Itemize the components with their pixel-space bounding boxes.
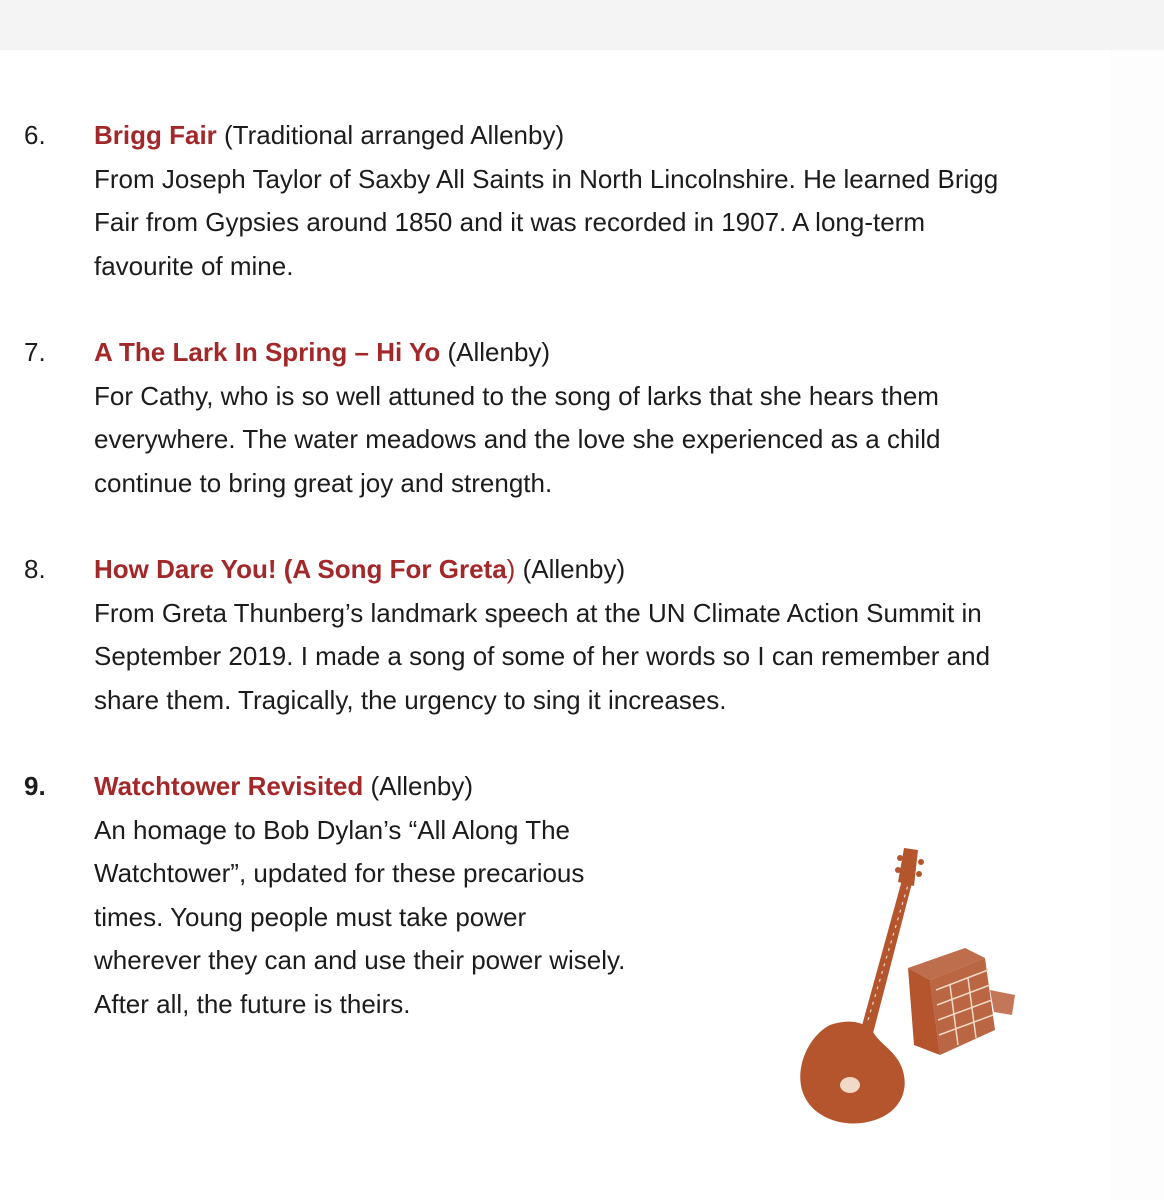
track-title: A The Lark In Spring – Hi Yo [94,337,441,367]
track-heading [94,331,940,375]
track-description-line: share them. Tragically, the urgency to sing it increases. [94,684,727,715]
track-description-line: September 2019. I made a song of some of her words so I can remember and [94,641,991,671]
track-body [94,765,625,1026]
track-description-line: From Joseph Taylor of Saxby All Saints in North Lincolnshire. He learned Brigg [94,163,999,194]
track-title: Brigg Fair [94,120,217,150]
track-credit: (Allenby) [440,337,551,367]
track-description-line: From Greta Thunberg’s landmark speech at the UN Climate Action Summit in [94,597,982,628]
track-number: 8. [24,554,46,584]
top-margin-strip [0,0,1164,50]
track-credit: (Allenby) [363,771,474,801]
track-body [94,114,998,288]
track-description-line: Fair from Gypsies around 1850 and it was recorded in 1907. A long-term [94,207,925,237]
guitar-and-concertina-icon [790,840,1030,1130]
track-description-line: favourite of mine. [94,250,294,281]
track-description-line: wherever they can and use their power wisely. [94,945,626,975]
track-description-line: continue to bring great joy and strength. [94,467,553,498]
track-credit: (Traditional arranged Allenby) [216,120,565,150]
track-description-line: Watchtower”, updated for these precarious [94,858,585,888]
track-number: 9. [24,771,46,801]
track-credit: (Allenby) [515,554,626,584]
track-description-line: For Cathy, who is so well attuned to the song of larks that she hears them [94,380,939,411]
track-number: 7. [24,337,46,367]
track-description-line: An homage to Bob Dylan’s “All Along The [94,814,570,845]
track-description-line: everywhere. The water meadows and the love she experienced as a child [94,424,941,454]
track-body [94,331,940,505]
track-title-tail: ) [506,554,516,584]
track-body [94,548,990,722]
track-description-line: times. Young people must take power [94,901,527,932]
track-heading [94,548,990,592]
track-heading [94,765,625,809]
track-heading [94,114,998,158]
track-title: Watchtower Revisited [94,771,364,801]
track-title: How Dare You! (A Song For Greta [94,554,507,584]
track-number: 6. [24,120,46,150]
track-description-line: After all, the future is theirs. [94,988,411,1019]
